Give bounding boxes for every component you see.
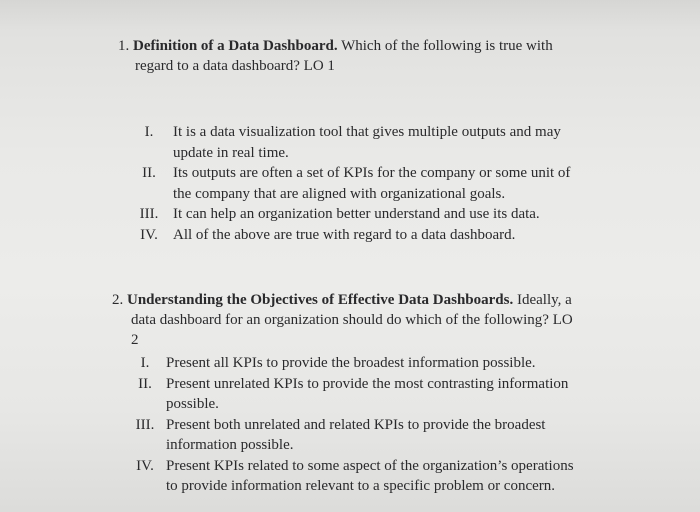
option-text-line2: update in real time. [173,144,289,161]
question-2-prompt-line1: Ideally, a [516,292,572,308]
option-text-line1: It is a data visualization tool that gives multiple outputs and may [173,124,561,140]
option-numeral: II. [138,375,152,392]
question-2 [112,290,602,350]
question-1-option-2 [130,163,600,204]
option-text-line1: Present both unrelated and related KPIs to provide the broadest [166,416,546,433]
option-numeral: III. [135,416,155,433]
option-text-line2: the company that are aligned with organizational goals. [173,185,506,202]
question-1-first-line [118,36,588,56]
question-1-prompt-line2: regard to a data dashboard? LO 1 [135,58,335,74]
question-2-number: 2. [112,292,124,308]
question-1-option-4 [130,225,600,246]
question-2-prompt-line3: 2 [131,332,139,348]
question-2-option-4 [126,456,606,497]
option-text-line1: Present unrelated KPIs to provide the most contrasting information [166,375,569,392]
option-numeral: III. [139,206,159,222]
option-numeral: II. [142,165,156,181]
question-1-number: 1. [118,38,130,54]
option-text-line2: information possible. [166,437,294,453]
option-numeral: I. [140,355,150,371]
question-2-title: Understanding the Objectives of Effective Data Dashboards. [127,292,514,308]
option-text-line1: Its outputs are often a set of KPIs for the company or some unit of [173,165,571,181]
option-text-line1: Present all KPIs to provide the broadest information possible. [166,355,536,371]
question-2-prompt-line2: data dashboard for an organization should do which of the following? LO [131,312,573,328]
question-2-options [126,353,606,497]
question-2-option-1 [126,353,606,374]
question-1-title: Definition of a Data Dashboard. [133,38,338,54]
option-text-line2: possible. [166,396,219,412]
option-text-line2: to provide information relevant to a specific problem or concern. [166,478,556,494]
question-1-options [130,122,600,245]
question-1-option-3 [130,204,600,225]
question-1-prompt-line1: Which of the following is true with [341,38,553,54]
question-1-option-1 [130,122,600,163]
option-numeral: IV. [136,457,154,474]
option-numeral: I. [144,124,154,140]
question-2-first-line [112,290,602,310]
option-text-line1: Present KPIs related to some aspect of the organization’s operations [166,457,574,474]
question-2-option-2 [126,374,606,415]
option-text-line1: It can help an organization better understand and use its data. [173,206,540,222]
option-text-line1: All of the above are true with regard to a data dashboard. [173,226,516,243]
question-1 [118,36,588,76]
question-2-option-3 [126,415,606,456]
option-numeral: IV. [140,226,158,243]
